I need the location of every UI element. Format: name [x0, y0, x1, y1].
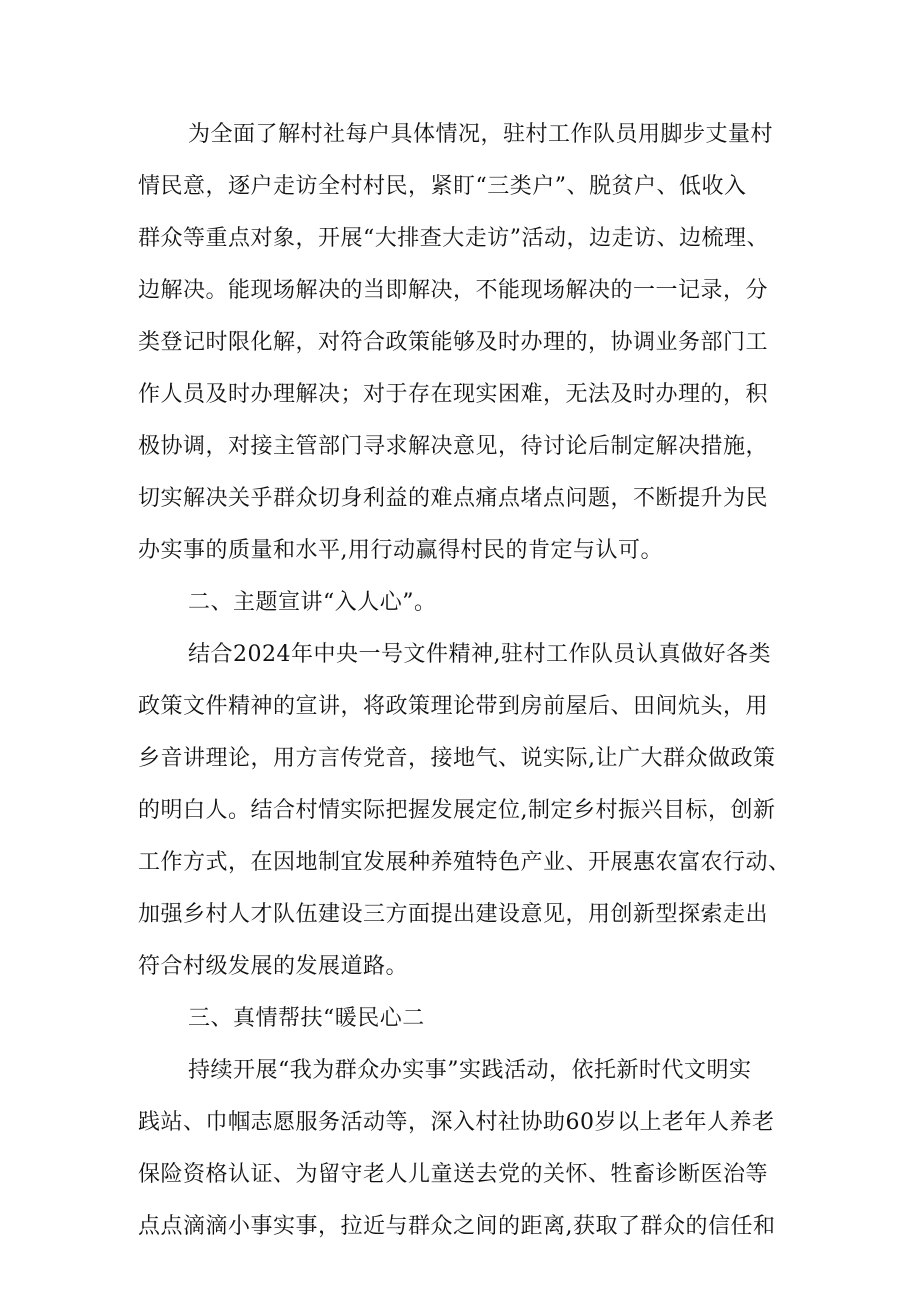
paragraph-1-line-4: 边解决。能现场解决的当即解决，不能现场解决的一一记录，分	[138, 278, 769, 303]
paragraph-1-line-6: 作人员及时办理解决；对于存在现实困难，无法及时办理的，积	[138, 382, 769, 407]
section-heading-3: 三、真情帮扶“暖民心二	[188, 1006, 425, 1031]
paragraph-2-line-5: 工作方式，在因地制宜发展种养殖特色产业、开展惠农富农行动、	[138, 850, 791, 875]
paragraph-1-line-8: 切实解决关乎群众切身利益的难点痛点堵点问题，不断提升为民	[138, 486, 769, 511]
section-heading-2: 二、主题宣讲“入人心”。	[188, 590, 437, 615]
paragraph-2-line-6: 加强乡村人才队伍建设三方面提出建设意见，用创新型探索走出	[138, 902, 769, 927]
paragraph-2-line-1: 结合2024年中央一号文件精神,驻村工作队员认真做好各类	[188, 642, 771, 667]
paragraph-3-line-3: 保险资格认证、为留守老人儿童送去党的关怀、牲畜诊断医治等	[138, 1162, 769, 1187]
paragraph-1-line-3: 群众等重点对象，开展“大排查大走访”活动，边走访、边梳理、	[138, 226, 769, 251]
paragraph-3-line-2: 践站、巾帼志愿服务活动等，深入村社协助60岁以上老年人养老	[138, 1110, 775, 1135]
paragraph-2-line-3: 乡音讲理论，用方言传党音，接地气、说实际,让广大群众做政策	[138, 746, 776, 771]
paragraph-3-line-1: 持续开展“我为群众办实事”实践活动，依托新时代文明实	[188, 1058, 752, 1083]
paragraph-3-line-4: 点点滴滴小事实事，拉近与群众之间的距离,获取了群众的信任和	[138, 1214, 776, 1239]
paragraph-1-line-9: 办实事的质量和水平,用行动赢得村民的肯定与认可。	[138, 538, 663, 563]
paragraph-1-line-1: 为全面了解村社每户具体情况，驻村工作队员用脚步丈量村	[188, 122, 774, 147]
paragraph-2-line-7: 符合村级发展的发展道路。	[138, 954, 409, 979]
paragraph-2-line-2: 政策文件精神的宣讲，将政策理论带到房前屋后、田间炕头，用	[138, 694, 769, 719]
paragraph-2-line-4: 的明白人。结合村情实际把握发展定位,制定乡村振兴目标，创新	[138, 798, 776, 823]
paragraph-1-line-5: 类登记时限化解，对符合政策能够及时办理的，协调业务部门工	[138, 330, 769, 355]
paragraph-1-line-2: 情民意，逐户走访全村村民，紧盯“三类户”、脱贫户、低收入	[138, 174, 747, 199]
paragraph-1-line-7: 极协调，对接主管部门寻求解决意见，待讨论后制定解决措施，	[138, 434, 769, 459]
